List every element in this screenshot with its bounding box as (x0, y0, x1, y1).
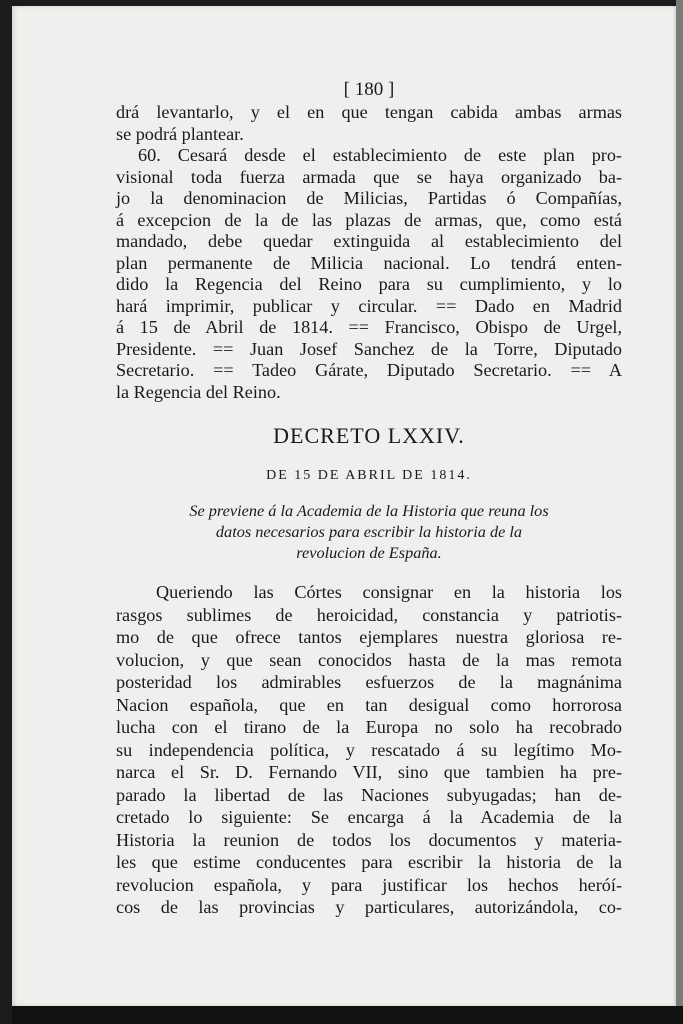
text-line: á 15 de Abril de 1814. == Francisco, Obispo de Urgel, (116, 317, 622, 337)
decree-title: DECRETO LXXIV. (273, 423, 465, 448)
text-line: cos de las provincias y particulares, autorizándola, co- (116, 897, 622, 917)
text-line: hará imprimir, publicar y circular. == Dado en Madrid (116, 295, 622, 316)
summary-line: revolucion de España. (296, 543, 442, 562)
text-line: Nacion española, que en tan desigual como horrorosa (116, 694, 622, 715)
text-line: revolucion española, y para justificar los hechos heróí- (116, 874, 622, 895)
text-line: se podrá plantear. (116, 123, 244, 144)
text-line: la Regencia del Reino. (116, 381, 281, 402)
intro-paragraph (116, 102, 622, 145)
text-line: 60. Cesará desde el establecimiento de este plan pro- (138, 145, 622, 165)
text-line: plan permanente de Milicia nacional. Lo tendrá enten- (116, 252, 622, 273)
text-line: posteridad los admirables esfuerzos de la magnánima (116, 672, 622, 692)
decree-summary (116, 500, 622, 563)
text-line: parado la libertad de las Naciones subyugadas; han de- (116, 784, 622, 805)
text-line: su independencia política, y rescatado á su legítimo Mo- (116, 739, 622, 760)
text-line: jo la denominacion de Milicias, Partidas ó Compañías, (116, 188, 622, 208)
text-line: Secretario. == Tadeo Gárate, Diputado Secretario. == A (116, 360, 622, 380)
decree-body (116, 581, 622, 919)
page-number: [ 180 ] (343, 79, 395, 100)
text-line: les que estime conducentes para escribir la historia de la (116, 852, 622, 872)
text-line: á excepcion de la de las plazas de armas, que, como está (116, 209, 622, 230)
article-60 (116, 145, 622, 403)
scan-border (12, 1006, 683, 1024)
text-line: narca el Sr. D. Fernando VII, sino que tambien ha pre- (116, 762, 622, 782)
text-line: rasgos sublimes de heroicidad, constancia y patriotis- (116, 604, 622, 625)
text-line: Queriendo las Córtes consignar en la historia los (156, 582, 622, 602)
page-content (116, 78, 622, 919)
text-line: dido la Regencia del Reino para su cumplimiento, y lo (116, 274, 622, 294)
text-line: cretado lo siguiente: Se encarga á la Academia de la (116, 807, 622, 827)
decree-date: DE 15 DE ABRIL DE 1814. (266, 468, 472, 483)
page-edge (676, 0, 683, 1024)
text-line: mandado, debe quedar extinguida al establecimiento del (116, 231, 622, 251)
text-line: volucion, y que sean conocidos hasta de la mas remota (116, 649, 622, 670)
text-line: mo de que ofrece tantos ejemplares nuestra gloriosa re- (116, 627, 622, 647)
text-line: Presidente. == Juan Josef Sanchez de la Torre, Diputado (116, 338, 622, 359)
text-line: drá levantarlo, y el en que tengan cabida ambas armas (116, 102, 622, 122)
text-line: visional toda fuerza armada que se haya organizado ba- (116, 166, 622, 187)
summary-line: Se previene á la Academia de la Historia que reuna los (189, 501, 549, 520)
summary-line: datos necesarios para escribir la historia de la (215, 522, 523, 541)
text-line: Historia la reunion de todos los documentos y materia- (116, 829, 622, 850)
text-line: lucha con el tirano de la Europa no solo ha recobrado (116, 717, 622, 737)
